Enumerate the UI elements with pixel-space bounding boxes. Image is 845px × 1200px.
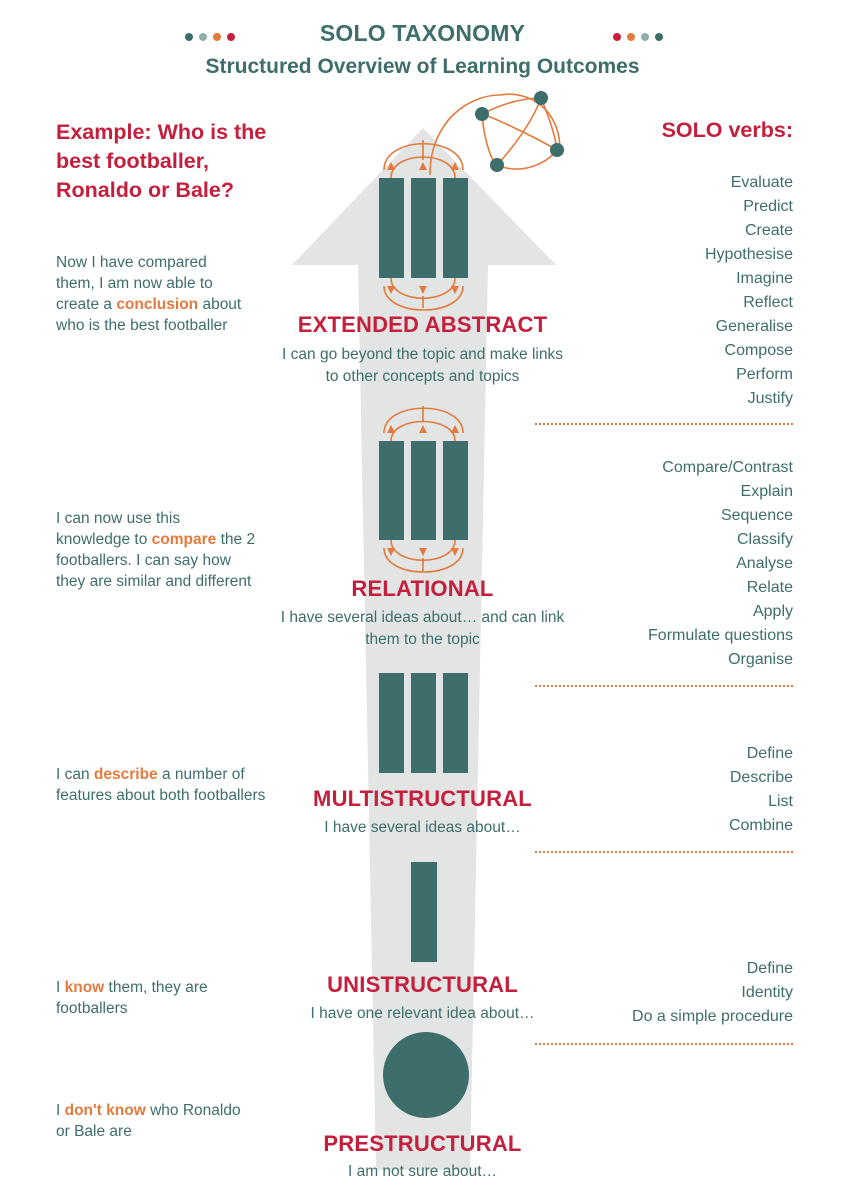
example-extended-abstract: Now I have compared them, I am now able to create a conclusion about who is the best footballer — [56, 254, 242, 334]
verb-item: Analyse — [736, 555, 793, 572]
unistructural-bar — [411, 862, 437, 962]
verb-item: Generalise — [715, 318, 793, 335]
level-desc-prestructural: I am not sure about… — [347, 1163, 498, 1180]
verb-item: Hypothesise — [704, 246, 793, 263]
verb-item: Compare/Contrast — [662, 459, 793, 476]
example-multistructural: I can describe a number of features about both footballers — [56, 766, 266, 804]
verb-item: Predict — [743, 198, 793, 215]
page-subtitle: Structured Overview of Learning Outcomes — [205, 55, 640, 78]
header-dots-right — [613, 33, 663, 41]
verb-item: Combine — [728, 817, 793, 834]
example-relational: I can now use this knowledge to compare the 2 footballers. I can say how they are similar and different — [56, 510, 256, 590]
prestructural-circle — [383, 1032, 469, 1118]
verb-item: Compose — [724, 342, 793, 359]
level-desc-extended-abstract: I can go beyond the topic and make links to other concepts and topics — [282, 346, 563, 385]
separator — [535, 1043, 793, 1045]
verbs-heading: SOLO verbs: — [661, 118, 793, 142]
verb-item: Define — [746, 960, 793, 977]
network-nodes — [475, 91, 564, 172]
level-name-unistructural: UNISTRUCTURAL — [327, 972, 518, 997]
verb-item: Imagine — [736, 270, 793, 287]
relational-bars — [379, 441, 468, 540]
level-name-prestructural: PRESTRUCTURAL — [323, 1131, 522, 1156]
example-prestructural: I don't know who Ronaldo or Bale are — [56, 1102, 241, 1140]
verb-item: Classify — [736, 531, 793, 548]
level-name-relational: RELATIONAL — [351, 576, 494, 601]
verb-item: Apply — [752, 603, 793, 620]
level-desc-relational: I have several ideas about… and can link them to the topic — [280, 609, 565, 648]
verb-item: Evaluate — [730, 174, 793, 191]
level-name-multistructural: MULTISTRUCTURAL — [313, 786, 532, 811]
verbs-unistructural — [553, 957, 793, 1029]
verb-item: List — [768, 793, 793, 810]
level-desc-multistructural: I have several ideas about… — [324, 819, 521, 836]
verb-item: Sequence — [720, 507, 793, 524]
separator — [535, 851, 793, 853]
verb-item: Create — [744, 222, 793, 239]
level-desc-unistructural: I have one relevant idea about… — [310, 1005, 535, 1022]
example-question: Example: Who is the best footballer, Ronaldo or Bale? — [56, 120, 267, 202]
level-name-extended-abstract: EXTENDED ABSTRACT — [297, 312, 548, 337]
verbs-relational — [553, 456, 793, 672]
verb-item: Perform — [736, 366, 793, 383]
separator — [535, 423, 793, 425]
page-title: SOLO TAXONOMY — [319, 20, 526, 46]
separator — [535, 685, 793, 687]
verb-item: Justify — [747, 390, 793, 407]
verbs-extended-abstract — [553, 171, 793, 411]
verb-item: Describe — [729, 769, 793, 786]
verb-item: Do a simple procedure — [632, 1008, 793, 1025]
verb-item: Relate — [746, 579, 793, 596]
extended-abstract-bars — [379, 178, 468, 278]
verb-item: Organise — [728, 651, 793, 668]
verb-item: Reflect — [743, 294, 793, 311]
verb-item: Formulate questions — [648, 627, 793, 644]
verbs-multistructural — [553, 742, 793, 838]
verb-item: Explain — [740, 483, 793, 500]
verb-item: Identity — [741, 984, 793, 1001]
example-unistructural: I know them, they are footballers — [56, 979, 208, 1017]
multistructural-bars — [379, 673, 468, 773]
verb-item: Define — [746, 745, 793, 762]
